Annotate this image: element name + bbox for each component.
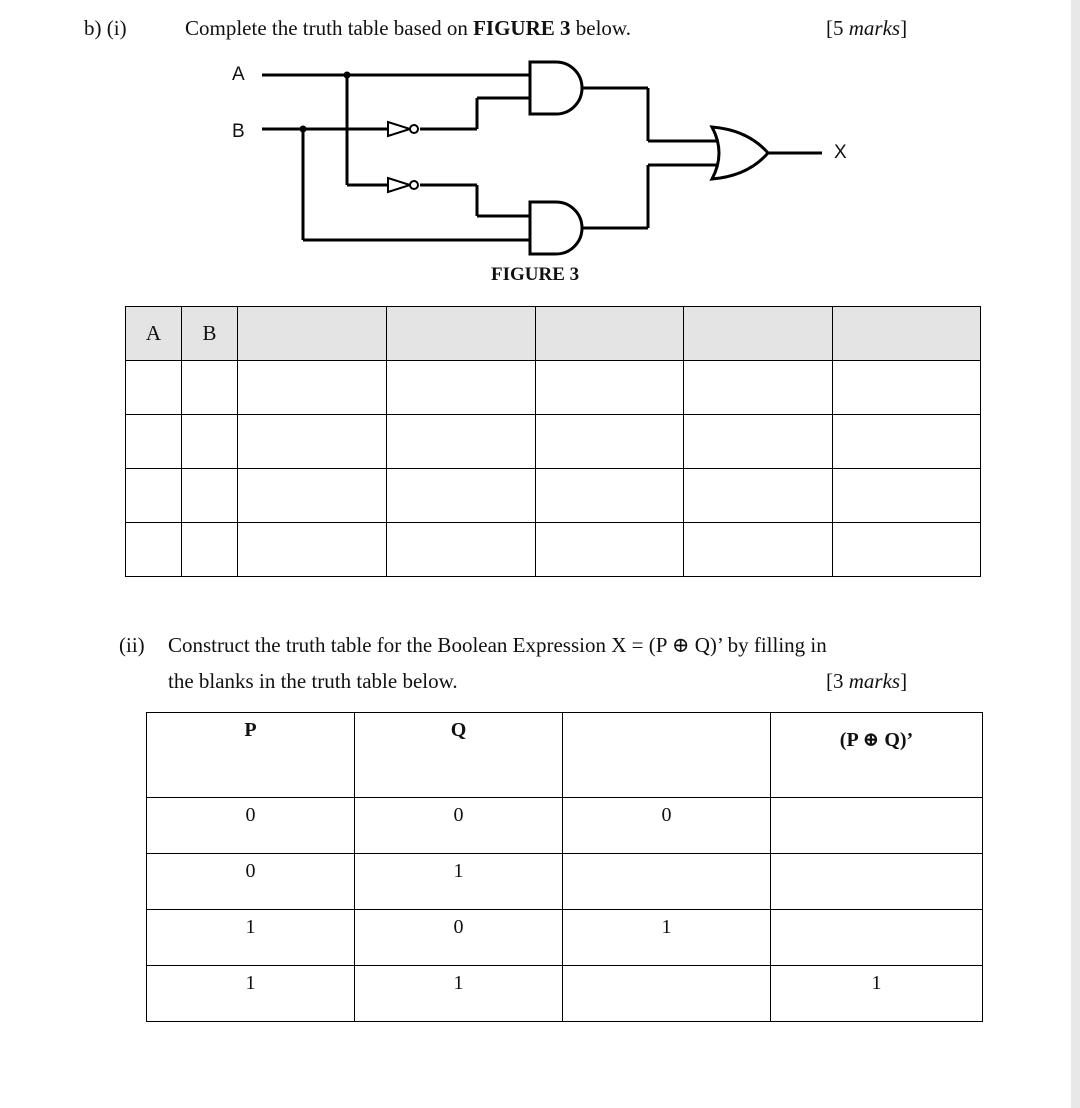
table-cell[interactable] [238,469,387,523]
table-cell[interactable] [387,523,536,577]
table-cell: 0 [147,854,355,910]
table-row [126,469,981,523]
table-row [126,361,981,415]
instruction-text: Complete the truth table based on [185,16,474,40]
table-cell: 0 [355,910,563,966]
header-cell-a: A [126,307,182,361]
marks-ii [826,671,907,692]
and-gate-2 [530,202,582,254]
input-b-label: B [232,121,245,142]
marks-close: ] [900,669,908,693]
input-a-label: A [232,64,245,85]
table-cell-blank[interactable] [563,854,771,910]
table-cell[interactable] [238,361,387,415]
truth-table-xnor [146,712,983,1022]
and-gate-1 [530,62,582,114]
table-cell[interactable] [536,415,684,469]
table-cell[interactable] [126,415,182,469]
table-row [147,966,983,1022]
output-x-label: X [834,142,847,163]
not-gate-a [388,178,410,192]
table-cell: 1 [355,966,563,1022]
table-cell[interactable] [182,523,238,577]
table-cell[interactable] [833,469,981,523]
instruction-figure-ref: FIGURE 3 [473,16,571,40]
header-q-text: Q [450,719,467,741]
or-gate [712,127,768,179]
table-cell: 0 [563,798,771,854]
table-cell[interactable] [833,523,981,577]
table-cell[interactable] [536,523,684,577]
table-cell[interactable] [126,523,182,577]
header-cell-blank[interactable] [833,307,981,361]
table-cell[interactable] [182,415,238,469]
header-xnor-text: (P ⊕ Q)’ [839,729,914,751]
table-row [147,910,983,966]
truth-table-figure3 [125,306,981,577]
table-cell[interactable] [238,523,387,577]
table-cell: 1 [771,966,983,1022]
table-header-row [147,713,983,798]
table-cell[interactable] [536,469,684,523]
table-cell[interactable] [387,469,536,523]
marks-open: [5 [826,16,849,40]
question-ii-line1: Construct the truth table for the Boolean Expression X = (P ⊕ Q)’ by filling in [168,633,827,657]
question-label-ii: (ii) [119,633,145,657]
header-cell-q [355,713,563,798]
table-cell-blank[interactable] [771,854,983,910]
table-cell[interactable] [833,361,981,415]
header-cell-p [147,713,355,798]
header-cell-blank[interactable] [563,713,771,798]
marks-close: ] [900,16,908,40]
table-cell[interactable] [387,361,536,415]
header-p-text: P [244,719,257,741]
table-cell: 1 [147,966,355,1022]
header-cell-b: B [182,307,238,361]
table-cell: 1 [563,910,771,966]
table-cell[interactable] [182,469,238,523]
table-cell-blank[interactable] [771,798,983,854]
table-cell[interactable] [684,415,833,469]
table-cell: 0 [355,798,563,854]
table-cell[interactable] [536,361,684,415]
table-cell[interactable] [684,469,833,523]
table-row [147,854,983,910]
header-cell-xnor [771,713,983,798]
table-cell[interactable] [387,415,536,469]
table-cell[interactable] [182,361,238,415]
marks-word: marks [848,669,901,693]
header-cell-blank[interactable] [536,307,684,361]
table-header-row [126,307,981,361]
instruction-suffix: below. [570,16,631,40]
header-cell-blank[interactable] [387,307,536,361]
table-cell[interactable] [833,415,981,469]
table-cell-blank[interactable] [771,910,983,966]
table-cell[interactable] [684,523,833,577]
table-row [126,523,981,577]
figure-caption: FIGURE 3 [491,264,580,285]
table-cell-blank[interactable] [563,966,771,1022]
page-edge-bar [1071,0,1080,1108]
junction-dot [300,126,307,133]
table-cell: 1 [355,854,563,910]
table-cell[interactable] [238,415,387,469]
question-label-b-i: b) (i) [84,16,127,40]
table-cell[interactable] [126,469,182,523]
question-ii-line2: the blanks in the truth table below. [168,669,458,693]
marks-word: marks [848,16,901,40]
header-cell-blank[interactable] [238,307,387,361]
header-cell-blank[interactable] [684,307,833,361]
table-row [126,415,981,469]
logic-circuit-diagram [0,0,1080,300]
not-gate-b [388,122,410,136]
table-cell[interactable] [126,361,182,415]
table-cell: 0 [147,798,355,854]
table-row [147,798,983,854]
junction-dot [344,72,351,79]
table-cell: 1 [147,910,355,966]
marks-open: [3 [826,669,849,693]
table-cell[interactable] [684,361,833,415]
